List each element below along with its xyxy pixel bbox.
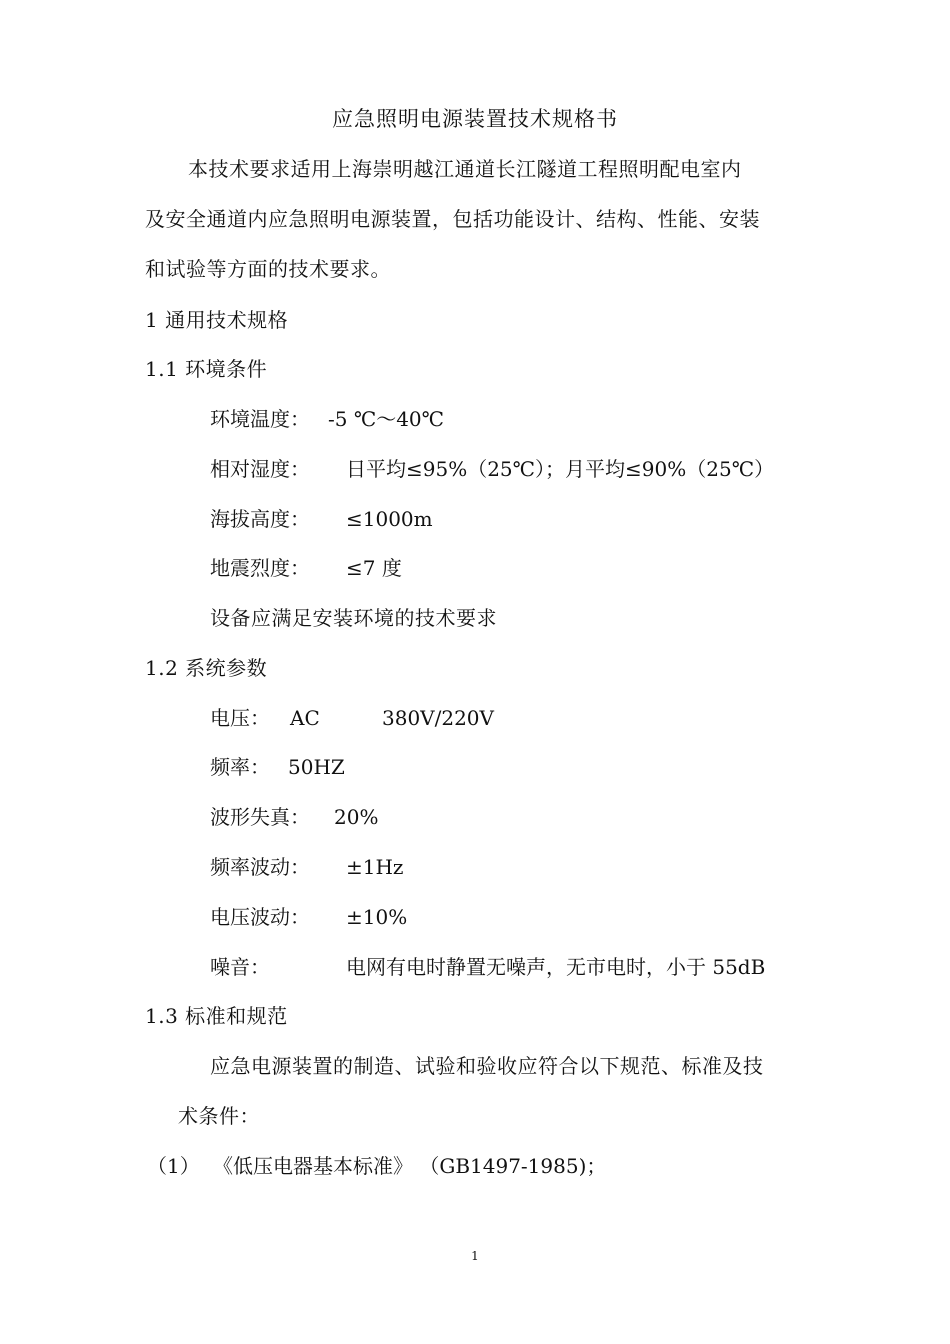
standard-item-1-text: 《低压电器基本标准》 （GB1497-1985)； (213, 1154, 607, 1178)
section-1-1-heading: 1.1 环境条件 (145, 357, 268, 381)
env-seismic-value: ≤7 度 (346, 556, 402, 580)
param-freq-fluctuation-value: ±1Hz (346, 855, 404, 879)
param-noise-value: 电网有电时静置无噪声，无市电时，小于 55dB (346, 955, 766, 979)
param-distortion-value: 20% (334, 805, 379, 829)
param-voltage-type: AC (290, 706, 320, 730)
env-temperature-label: 环境温度： (210, 407, 310, 431)
env-seismic-label: 地震烈度： (210, 556, 310, 580)
param-volt-fluctuation-value: ±10% (346, 905, 408, 929)
standards-paragraph-line-1: 应急电源装置的制造、试验和验收应符合以下规范、标准及技 (210, 1054, 764, 1078)
env-humidity-label: 相对湿度： (210, 457, 310, 481)
intro-line-2: 及安全通道内应急照明电源装置，包括功能设计、结构、性能、安装 (145, 207, 760, 231)
intro-line-3: 和试验等方面的技术要求。 (145, 257, 391, 281)
document-title: 应急照明电源装置技术规格书 (332, 107, 618, 131)
env-altitude-label: 海拔高度： (210, 507, 310, 531)
section-1-2-heading: 1.2 系统参数 (145, 656, 268, 680)
env-humidity-value: 日平均≤95%（25℃）；月平均≤90%（25℃） (346, 457, 775, 481)
section-1-3-heading: 1.3 标准和规范 (145, 1004, 288, 1028)
standards-paragraph-line-2: 术条件： (178, 1104, 260, 1128)
env-altitude-value: ≤1000m (346, 507, 433, 531)
param-volt-fluctuation-label: 电压波动： (210, 905, 310, 929)
param-freq-fluctuation-label: 频率波动： (210, 855, 310, 879)
param-distortion-label: 波形失真： (210, 805, 310, 829)
intro-line-1: 本技术要求适用上海崇明越江通道长江隧道工程照明配电室内 (188, 157, 742, 181)
standard-item-1-number: （1） (147, 1154, 200, 1178)
param-frequency-value: 50HZ (288, 755, 345, 779)
env-note: 设备应满足安装环境的技术要求 (210, 606, 497, 630)
param-frequency-label: 频率： (210, 755, 270, 779)
param-voltage-value: 380V/220V (382, 706, 494, 730)
page-number: 1 (471, 1249, 479, 1263)
section-1-heading: 1 通用技术规格 (145, 308, 289, 332)
env-temperature-value: -5 ℃～40℃ (328, 407, 445, 431)
param-noise-label: 噪音： (210, 955, 270, 979)
param-voltage-label: 电压： (210, 706, 270, 730)
